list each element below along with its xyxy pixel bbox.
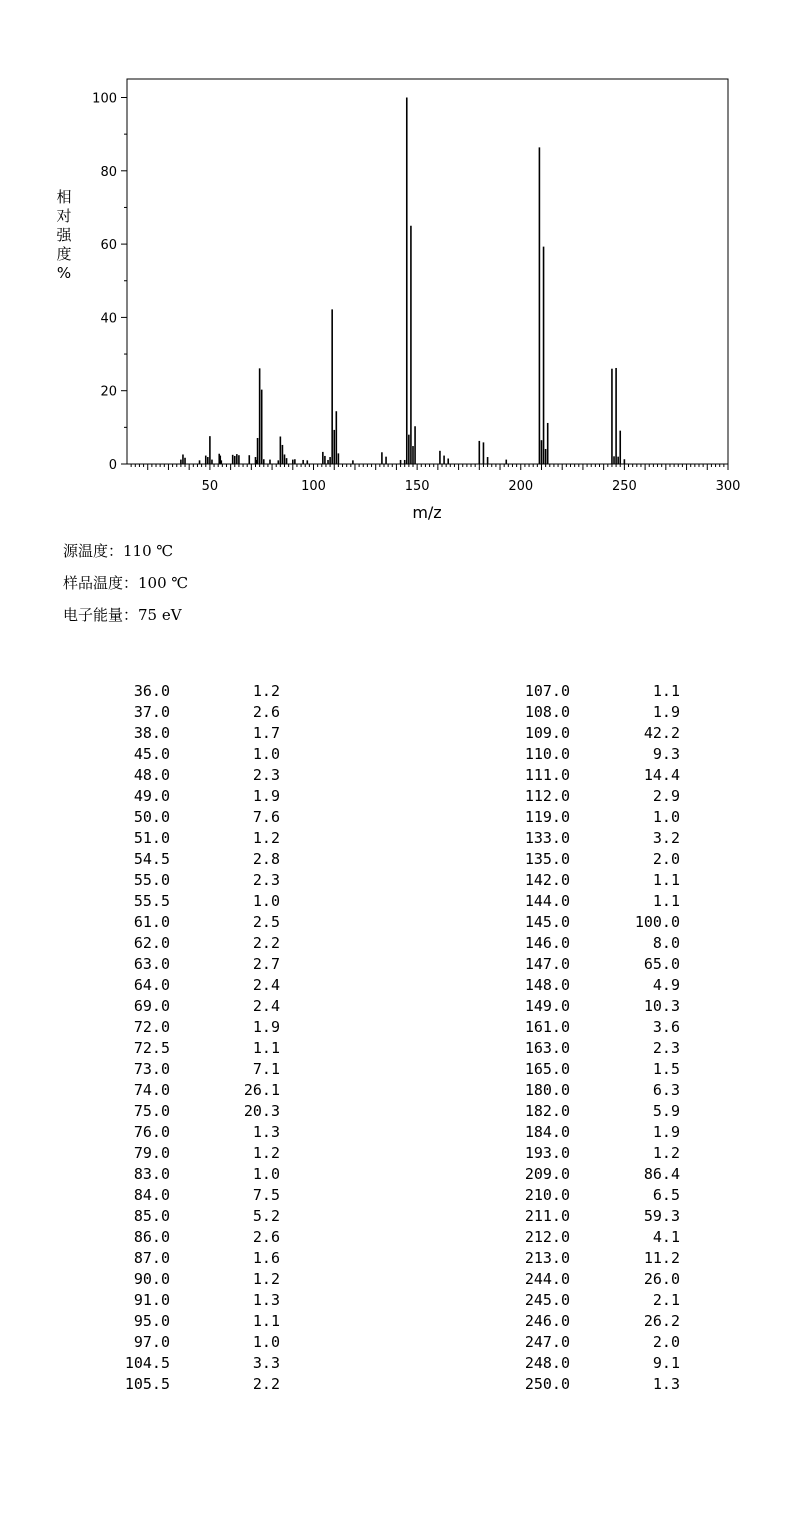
peak-mz: 61.0 (133, 913, 170, 931)
sample-temperature: 样品温度：100 ℃ (63, 574, 189, 592)
peak-intensity: 3.3 (252, 1354, 280, 1372)
peak-intensity: 26.1 (243, 1081, 280, 1099)
peak-intensity: 2.8 (252, 850, 280, 868)
axis-ticks (121, 98, 728, 471)
peak-intensity: 5.9 (652, 1102, 680, 1120)
peak-mz: 182.0 (524, 1102, 570, 1120)
peak-intensity: 1.1 (652, 892, 680, 910)
peak-intensity: 1.7 (252, 724, 280, 742)
mass-spectrum-chart (0, 0, 794, 530)
peak-mz: 108.0 (524, 703, 570, 721)
peak-intensity: 1.9 (252, 787, 280, 805)
y-tick-label: 20 (100, 384, 117, 400)
peak-intensity: 1.0 (252, 1165, 280, 1183)
peak-intensity: 1.9 (652, 1123, 680, 1141)
peak-mz: 86.0 (133, 1228, 170, 1246)
peak-intensity: 7.6 (252, 808, 280, 826)
electron-energy: 电子能量：75 eV (63, 606, 182, 624)
peak-intensity: 6.3 (652, 1081, 680, 1099)
peak-mz: 55.0 (133, 871, 170, 889)
peak-intensity: 2.5 (252, 913, 280, 931)
peak-mz: 165.0 (524, 1060, 570, 1078)
y-axis-label: 相对强度% (56, 188, 72, 282)
peak-mz: 212.0 (524, 1228, 570, 1246)
peak-mz: 148.0 (524, 976, 570, 994)
peak-intensity: 2.4 (252, 976, 280, 994)
peak-mz: 112.0 (524, 787, 570, 805)
peak-intensity: 59.3 (643, 1207, 680, 1225)
peak-intensity: 11.2 (643, 1249, 680, 1267)
peak-mz: 250.0 (524, 1375, 570, 1393)
peak-intensity: 1.5 (652, 1060, 680, 1078)
peak-mz: 79.0 (133, 1144, 170, 1162)
peak-intensity: 4.9 (652, 976, 680, 994)
peak-intensity: 1.2 (252, 1270, 280, 1288)
source-temperature: 源温度：110 ℃ (63, 542, 174, 560)
peak-mz: 109.0 (524, 724, 570, 742)
x-tick-labels (202, 479, 741, 494)
peak-mz: 64.0 (133, 976, 170, 994)
peak-mz: 51.0 (133, 829, 170, 847)
x-tick-label: 200 (508, 479, 534, 494)
peak-intensity: 1.0 (652, 808, 680, 826)
peak-intensity: 3.2 (652, 829, 680, 847)
peak-intensity: 2.3 (252, 871, 280, 889)
peak-mz: 87.0 (133, 1249, 170, 1267)
peak-mz: 111.0 (524, 766, 570, 784)
peak-intensity: 1.2 (252, 829, 280, 847)
peak-intensity: 2.3 (652, 1039, 680, 1057)
x-tick-label: 100 (301, 479, 326, 494)
peak-intensity: 2.9 (652, 787, 680, 805)
peak-intensity: 4.1 (652, 1228, 680, 1246)
peak-mz: 48.0 (133, 766, 170, 784)
peak-mz: 95.0 (133, 1312, 170, 1330)
peak-intensity: 9.3 (652, 745, 680, 763)
peak-mz: 72.5 (133, 1039, 170, 1057)
peak-mz: 163.0 (524, 1039, 570, 1057)
peak-mz: 75.0 (133, 1102, 170, 1120)
peak-intensity: 8.0 (652, 934, 680, 952)
peak-intensity: 1.2 (252, 1144, 280, 1162)
peak-mz: 247.0 (524, 1333, 570, 1351)
y-tick-label: 40 (100, 311, 117, 327)
peak-mz: 211.0 (524, 1207, 570, 1225)
peak-mz: 104.5 (124, 1354, 170, 1372)
peak-intensity: 2.7 (252, 955, 280, 973)
plot-frame (127, 79, 728, 464)
peak-mz: 90.0 (133, 1270, 170, 1288)
peak-mz: 54.5 (133, 850, 170, 868)
peak-intensity: 26.0 (643, 1270, 680, 1288)
peak-intensity: 5.2 (252, 1207, 280, 1225)
peak-intensity: 14.4 (643, 766, 680, 784)
peak-mz: 248.0 (524, 1354, 570, 1372)
peak-mz: 146.0 (524, 934, 570, 952)
x-tick-label: 300 (715, 479, 741, 494)
peak-mz: 76.0 (133, 1123, 170, 1141)
peak-intensity: 1.0 (252, 1333, 280, 1351)
y-tick-label: 0 (108, 458, 117, 473)
peak-intensity: 2.4 (252, 997, 280, 1015)
peak-mz: 193.0 (524, 1144, 570, 1162)
peak-mz: 84.0 (133, 1186, 170, 1204)
peak-intensity: 10.3 (643, 997, 680, 1015)
peak-mz: 210.0 (524, 1186, 570, 1204)
peak-mz: 184.0 (524, 1123, 570, 1141)
peak-intensity: 20.3 (243, 1102, 280, 1120)
peak-mz: 97.0 (133, 1333, 170, 1351)
y-tick-label: 100 (92, 91, 117, 107)
peak-mz: 149.0 (524, 997, 570, 1015)
peak-mz: 73.0 (133, 1060, 170, 1078)
peak-mz: 62.0 (133, 934, 170, 952)
peak-mz: 74.0 (133, 1081, 170, 1099)
peak-intensity: 1.9 (652, 703, 680, 721)
peak-intensity: 65.0 (643, 955, 680, 973)
peak-intensity: 3.6 (652, 1018, 680, 1036)
y-tick-labels (92, 92, 117, 474)
peak-intensity: 9.1 (652, 1354, 680, 1372)
peak-mz: 107.0 (524, 682, 570, 700)
peak-mz: 135.0 (524, 850, 570, 868)
peak-intensity: 1.1 (652, 682, 680, 700)
peak-intensity: 2.0 (652, 1333, 680, 1351)
peak-mz: 38.0 (133, 724, 170, 742)
peak-intensity: 2.1 (652, 1291, 680, 1309)
peak-mz: 55.5 (133, 892, 170, 910)
peak-intensity: 26.2 (643, 1312, 680, 1330)
peak-mz: 161.0 (524, 1018, 570, 1036)
peak-mz: 119.0 (524, 808, 570, 826)
peak-mz: 91.0 (133, 1291, 170, 1309)
peak-intensity: 100.0 (634, 913, 680, 931)
peak-mz: 49.0 (133, 787, 170, 805)
peak-mz: 37.0 (133, 703, 170, 721)
peak-intensity: 2.6 (252, 703, 280, 721)
peak-intensity: 42.2 (643, 724, 680, 742)
peak-intensity: 1.3 (252, 1291, 280, 1309)
peak-intensity: 6.5 (652, 1186, 680, 1204)
peak-mz: 83.0 (133, 1165, 170, 1183)
peak-intensity: 2.6 (252, 1228, 280, 1246)
peak-mz: 209.0 (524, 1165, 570, 1183)
peak-intensity: 2.2 (252, 934, 280, 952)
peak-mz: 50.0 (133, 808, 170, 826)
peak-mz: 244.0 (524, 1270, 570, 1288)
peak-intensity: 86.4 (643, 1165, 680, 1183)
peak-intensity: 1.3 (252, 1123, 280, 1141)
peak-mz: 69.0 (133, 997, 170, 1015)
peak-mz: 142.0 (524, 871, 570, 889)
peak-intensity: 1.9 (252, 1018, 280, 1036)
peak-intensity: 2.2 (252, 1375, 280, 1393)
peak-mz: 133.0 (524, 829, 570, 847)
peak-intensity: 1.6 (252, 1249, 280, 1267)
x-tick-label: 150 (404, 479, 430, 494)
peak-mz: 105.5 (124, 1375, 170, 1393)
spectrum-bars (181, 98, 624, 465)
peak-intensity: 1.2 (652, 1144, 680, 1162)
x-tick-label: 250 (611, 479, 637, 494)
peak-intensity: 1.1 (652, 871, 680, 889)
peak-intensity: 7.5 (252, 1186, 280, 1204)
y-tick-label: 60 (100, 238, 117, 254)
peak-mz: 180.0 (524, 1081, 570, 1099)
peak-intensity: 1.3 (652, 1375, 680, 1393)
peak-mz: 145.0 (524, 913, 570, 931)
peak-intensity: 1.2 (252, 682, 280, 700)
peak-mz: 213.0 (524, 1249, 570, 1267)
y-tick-label: 80 (100, 164, 117, 180)
peak-mz: 110.0 (524, 745, 570, 763)
peak-mz: 245.0 (524, 1291, 570, 1309)
x-axis-label: m/z (412, 503, 442, 522)
peak-intensity: 1.1 (252, 1312, 280, 1330)
peak-mz: 45.0 (133, 745, 170, 763)
peak-mz: 36.0 (133, 682, 170, 700)
peak-mz: 144.0 (524, 892, 570, 910)
peak-mz: 72.0 (133, 1018, 170, 1036)
peak-intensity: 1.1 (252, 1039, 280, 1057)
peak-mz: 147.0 (524, 955, 570, 973)
peak-intensity: 1.0 (252, 892, 280, 910)
peak-mz: 63.0 (133, 955, 170, 973)
peak-intensity: 1.0 (252, 745, 280, 763)
peak-mz: 85.0 (133, 1207, 170, 1225)
peak-mz: 246.0 (524, 1312, 570, 1330)
x-tick-label: 50 (201, 479, 219, 494)
peak-intensity: 7.1 (252, 1060, 280, 1078)
peak-intensity: 2.3 (252, 766, 280, 784)
peak-intensity: 2.0 (652, 850, 680, 868)
